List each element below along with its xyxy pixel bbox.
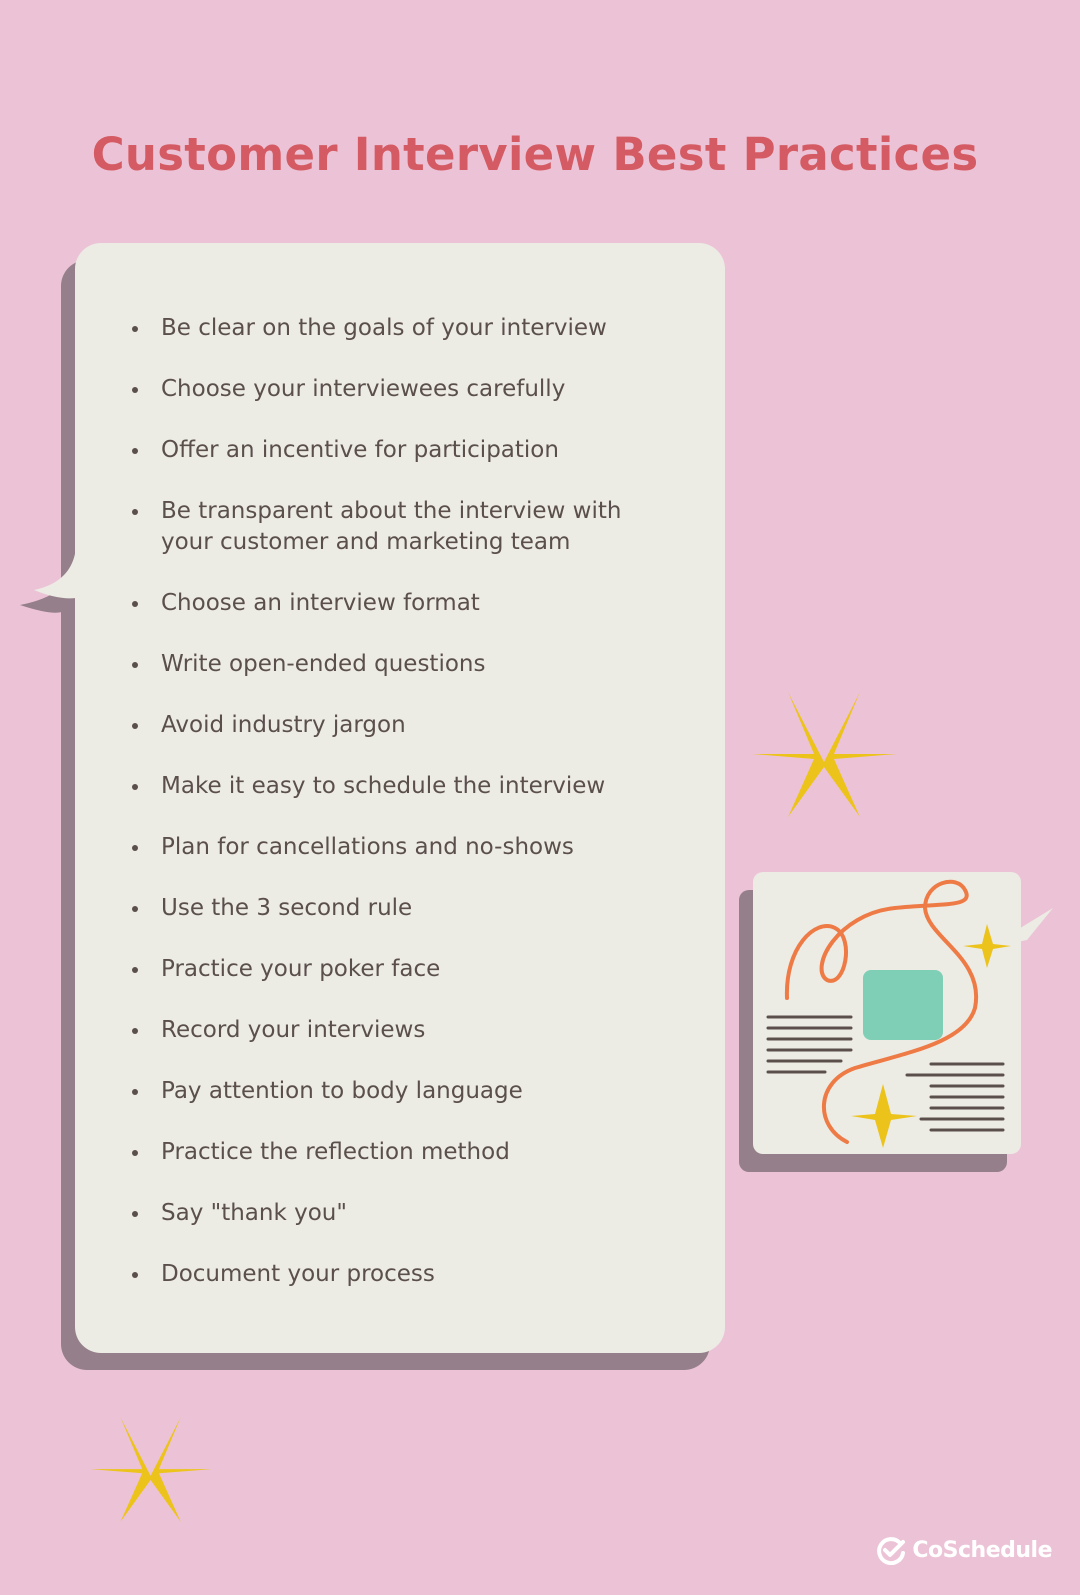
list-item: Be transparent about the interview with your customer and marketing team [132, 496, 641, 558]
document-illustration [735, 868, 1055, 1178]
list-item: Practice your poker face [132, 954, 692, 985]
list-item: Avoid industry jargon [132, 710, 692, 741]
list-item: Plan for cancellations and no-shows [132, 832, 692, 863]
brand-name: CoSchedule [912, 1537, 1052, 1563]
list-item: Offer an incentive for participation [132, 435, 692, 466]
list-item: Choose an interview format [132, 588, 692, 619]
list-item: Pay attention to body language [132, 1076, 692, 1107]
brand-logo [876, 1535, 1052, 1565]
list-item: Choose your interviewees carefully [132, 374, 692, 405]
list-item: Document your process [132, 1259, 692, 1290]
list-item: Use the 3 second rule [132, 893, 692, 924]
list-item: Record your interviews [132, 1015, 692, 1046]
list-item: Write open-ended questions [132, 649, 692, 680]
list-item: Make it easy to schedule the interview [132, 771, 692, 802]
tips-list [132, 313, 692, 1320]
list-item: Say "thank you" [132, 1198, 692, 1229]
sparkle-star-icon [90, 1417, 212, 1522]
list-item: Be clear on the goals of your interview [132, 313, 692, 344]
page-title: Customer Interview Best Practices [91, 128, 979, 181]
list-item: Practice the reflection method [132, 1137, 692, 1168]
sparkle-star-icon [752, 692, 897, 817]
checkmark-logo-icon [876, 1535, 906, 1565]
